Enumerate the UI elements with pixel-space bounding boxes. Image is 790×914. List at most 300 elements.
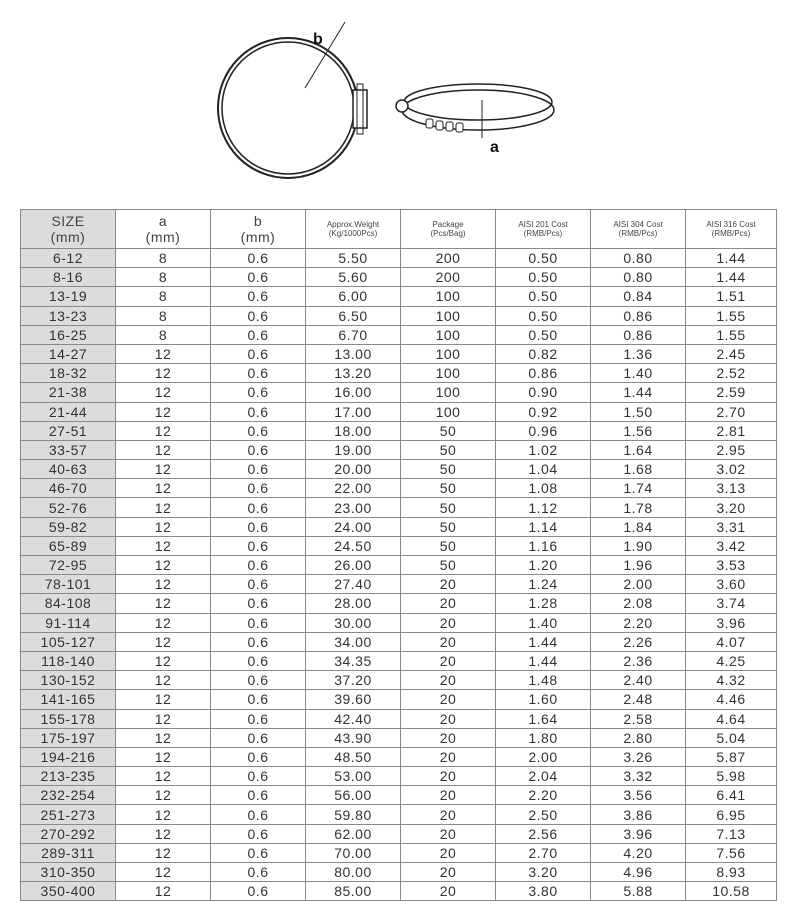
cell-size: 59-82: [21, 517, 116, 536]
cell-aisi316: 6.95: [686, 805, 777, 824]
cell-weight: 17.00: [306, 402, 401, 421]
cell-b: 0.6: [211, 613, 306, 632]
table-header-row: [21, 210, 777, 249]
cell-aisi316: 3.31: [686, 517, 777, 536]
cell-b: 0.6: [211, 786, 306, 805]
cell-size: 289-311: [21, 843, 116, 862]
cell-weight: 22.00: [306, 479, 401, 498]
cell-package: 200: [401, 249, 496, 268]
cell-aisi316: 7.56: [686, 843, 777, 862]
cell-a: 12: [116, 671, 211, 690]
cell-aisi316: 4.32: [686, 671, 777, 690]
cell-a: 12: [116, 863, 211, 882]
cell-aisi304: 4.96: [591, 863, 686, 882]
table-row: [21, 632, 777, 651]
cell-size: 21-38: [21, 383, 116, 402]
clamp-band-bottom: [402, 90, 554, 130]
cell-b: 0.6: [211, 460, 306, 479]
table-row: [21, 594, 777, 613]
cell-package: 100: [401, 325, 496, 344]
cell-aisi201: 1.44: [496, 651, 591, 670]
cell-aisi316: 2.70: [686, 402, 777, 421]
cell-aisi201: 3.80: [496, 882, 591, 901]
cell-package: 20: [401, 824, 496, 843]
cell-aisi316: 3.13: [686, 479, 777, 498]
screw-end: [396, 100, 408, 112]
cell-weight: 62.00: [306, 824, 401, 843]
cell-a: 12: [116, 575, 211, 594]
cell-aisi201: 1.12: [496, 498, 591, 517]
cell-b: 0.6: [211, 863, 306, 882]
cell-a: 8: [116, 287, 211, 306]
cell-aisi316: 4.25: [686, 651, 777, 670]
cell-aisi304: 2.48: [591, 690, 686, 709]
cell-aisi201: 1.02: [496, 440, 591, 459]
cell-size: 27-51: [21, 421, 116, 440]
cell-aisi201: 1.16: [496, 536, 591, 555]
cell-aisi201: 2.20: [496, 786, 591, 805]
cell-aisi201: 1.08: [496, 479, 591, 498]
label-a: a: [490, 139, 499, 156]
table-row: [21, 747, 777, 766]
cell-aisi316: 4.64: [686, 709, 777, 728]
cell-package: 20: [401, 786, 496, 805]
cell-size: 310-350: [21, 863, 116, 882]
cell-weight: 27.40: [306, 575, 401, 594]
cell-b: 0.6: [211, 517, 306, 536]
cell-aisi201: 0.50: [496, 268, 591, 287]
cell-package: 50: [401, 460, 496, 479]
cell-b: 0.6: [211, 421, 306, 440]
cell-package: 100: [401, 306, 496, 325]
header-package: Package (Pcs/Bag): [401, 210, 496, 249]
cell-package: 20: [401, 882, 496, 901]
cell-a: 12: [116, 364, 211, 383]
cell-weight: 23.00: [306, 498, 401, 517]
cell-aisi304: 2.26: [591, 632, 686, 651]
cell-aisi304: 1.56: [591, 421, 686, 440]
table-row: [21, 479, 777, 498]
table-row: [21, 325, 777, 344]
cell-b: 0.6: [211, 632, 306, 651]
cell-aisi304: 2.08: [591, 594, 686, 613]
cell-aisi304: 1.50: [591, 402, 686, 421]
cell-aisi316: 3.42: [686, 536, 777, 555]
cell-size: 6-12: [21, 249, 116, 268]
cell-package: 50: [401, 498, 496, 517]
header-size: SIZE (mm): [21, 210, 116, 249]
cell-b: 0.6: [211, 498, 306, 517]
table-row: [21, 249, 777, 268]
cell-aisi316: 3.60: [686, 575, 777, 594]
cell-aisi316: 1.55: [686, 325, 777, 344]
cell-aisi201: 2.56: [496, 824, 591, 843]
clamp-ring-inner: [222, 42, 354, 174]
cell-aisi304: 1.84: [591, 517, 686, 536]
cell-size: 175-197: [21, 728, 116, 747]
cell-aisi316: 3.53: [686, 556, 777, 575]
cell-a: 12: [116, 594, 211, 613]
table-row: [21, 805, 777, 824]
cell-aisi201: 2.04: [496, 767, 591, 786]
cell-weight: 26.00: [306, 556, 401, 575]
cell-a: 8: [116, 325, 211, 344]
cell-package: 20: [401, 767, 496, 786]
cell-package: 20: [401, 632, 496, 651]
cell-weight: 42.40: [306, 709, 401, 728]
cell-weight: 5.50: [306, 249, 401, 268]
cell-size: 16-25: [21, 325, 116, 344]
cell-package: 100: [401, 383, 496, 402]
cell-aisi201: 1.20: [496, 556, 591, 575]
cell-weight: 6.00: [306, 287, 401, 306]
cell-aisi304: 1.90: [591, 536, 686, 555]
cell-a: 12: [116, 632, 211, 651]
cell-aisi304: 0.80: [591, 268, 686, 287]
cell-b: 0.6: [211, 805, 306, 824]
cell-weight: 16.00: [306, 383, 401, 402]
cell-b: 0.6: [211, 536, 306, 555]
cell-a: 12: [116, 728, 211, 747]
cell-aisi201: 0.50: [496, 325, 591, 344]
header-aisi201: AISI 201 Cost (RMB/Pcs): [496, 210, 591, 249]
table-row: [21, 613, 777, 632]
cell-size: 65-89: [21, 536, 116, 555]
cell-package: 100: [401, 287, 496, 306]
cell-a: 12: [116, 498, 211, 517]
cell-a: 12: [116, 786, 211, 805]
cell-aisi316: 2.81: [686, 421, 777, 440]
cell-package: 20: [401, 709, 496, 728]
cell-size: 21-44: [21, 402, 116, 421]
cell-aisi304: 2.40: [591, 671, 686, 690]
cell-aisi304: 1.40: [591, 364, 686, 383]
label-b-leader: [305, 22, 345, 88]
cell-weight: 24.00: [306, 517, 401, 536]
cell-weight: 34.35: [306, 651, 401, 670]
cell-size: 155-178: [21, 709, 116, 728]
table-row: [21, 383, 777, 402]
cell-aisi304: 2.36: [591, 651, 686, 670]
cell-b: 0.6: [211, 728, 306, 747]
cell-aisi304: 3.96: [591, 824, 686, 843]
cell-aisi304: 3.56: [591, 786, 686, 805]
cell-size: 141-165: [21, 690, 116, 709]
cell-aisi316: 2.59: [686, 383, 777, 402]
cell-weight: 13.00: [306, 344, 401, 363]
cell-package: 20: [401, 671, 496, 690]
cell-aisi316: 8.93: [686, 863, 777, 882]
cell-aisi304: 1.68: [591, 460, 686, 479]
cell-b: 0.6: [211, 651, 306, 670]
header-weight: Approx.Weight (Kg/1000Pcs): [306, 210, 401, 249]
cell-weight: 34.00: [306, 632, 401, 651]
cell-package: 20: [401, 843, 496, 862]
cell-weight: 39.60: [306, 690, 401, 709]
cell-weight: 43.90: [306, 728, 401, 747]
cell-aisi316: 3.74: [686, 594, 777, 613]
cell-package: 100: [401, 364, 496, 383]
cell-a: 12: [116, 843, 211, 862]
cell-size: 105-127: [21, 632, 116, 651]
table-row: [21, 498, 777, 517]
cell-weight: 19.00: [306, 440, 401, 459]
cell-aisi304: 3.86: [591, 805, 686, 824]
cell-size: 40-63: [21, 460, 116, 479]
cell-size: 8-16: [21, 268, 116, 287]
table-row: [21, 536, 777, 555]
cell-size: 46-70: [21, 479, 116, 498]
cell-a: 12: [116, 613, 211, 632]
cell-aisi316: 1.55: [686, 306, 777, 325]
band-slots: [426, 119, 463, 132]
cell-aisi304: 0.84: [591, 287, 686, 306]
cell-aisi304: 0.86: [591, 306, 686, 325]
table-row: [21, 460, 777, 479]
cell-a: 12: [116, 556, 211, 575]
cell-size: 84-108: [21, 594, 116, 613]
cell-b: 0.6: [211, 575, 306, 594]
cell-a: 12: [116, 479, 211, 498]
cell-package: 20: [401, 594, 496, 613]
cell-aisi316: 3.20: [686, 498, 777, 517]
table-row: [21, 517, 777, 536]
cell-b: 0.6: [211, 556, 306, 575]
table-row: [21, 843, 777, 862]
cell-a: 12: [116, 421, 211, 440]
cell-weight: 80.00: [306, 863, 401, 882]
cell-aisi201: 1.28: [496, 594, 591, 613]
cell-a: 12: [116, 709, 211, 728]
cell-aisi316: 2.45: [686, 344, 777, 363]
cell-aisi316: 5.98: [686, 767, 777, 786]
cell-package: 100: [401, 402, 496, 421]
cell-aisi201: 0.96: [496, 421, 591, 440]
cell-weight: 13.20: [306, 364, 401, 383]
cell-aisi201: 1.24: [496, 575, 591, 594]
cell-b: 0.6: [211, 882, 306, 901]
cell-aisi304: 3.26: [591, 747, 686, 766]
cell-aisi304: 0.80: [591, 249, 686, 268]
hose-clamp-diagram: [0, 0, 790, 200]
header-b: b (mm): [211, 210, 306, 249]
cell-a: 12: [116, 747, 211, 766]
cell-size: 118-140: [21, 651, 116, 670]
cell-b: 0.6: [211, 824, 306, 843]
cell-aisi304: 1.78: [591, 498, 686, 517]
cell-aisi201: 0.90: [496, 383, 591, 402]
cell-aisi316: 3.02: [686, 460, 777, 479]
cell-package: 20: [401, 651, 496, 670]
cell-aisi316: 6.41: [686, 786, 777, 805]
cell-aisi304: 1.74: [591, 479, 686, 498]
cell-weight: 85.00: [306, 882, 401, 901]
cell-a: 12: [116, 767, 211, 786]
cell-aisi304: 3.32: [591, 767, 686, 786]
cell-size: 78-101: [21, 575, 116, 594]
cell-b: 0.6: [211, 402, 306, 421]
cell-aisi201: 0.50: [496, 249, 591, 268]
cell-size: 270-292: [21, 824, 116, 843]
table-row: [21, 882, 777, 901]
cell-aisi316: 4.07: [686, 632, 777, 651]
cell-size: 130-152: [21, 671, 116, 690]
table-body: [21, 249, 777, 901]
cell-weight: 70.00: [306, 843, 401, 862]
table-row: [21, 786, 777, 805]
cell-aisi201: 0.92: [496, 402, 591, 421]
cell-aisi201: 0.50: [496, 287, 591, 306]
table-row: [21, 421, 777, 440]
cell-b: 0.6: [211, 843, 306, 862]
cell-size: 52-76: [21, 498, 116, 517]
cell-aisi201: 1.44: [496, 632, 591, 651]
table-row: [21, 671, 777, 690]
cell-package: 100: [401, 344, 496, 363]
cell-size: 251-273: [21, 805, 116, 824]
cell-b: 0.6: [211, 747, 306, 766]
cell-size: 13-19: [21, 287, 116, 306]
cell-a: 12: [116, 440, 211, 459]
cell-b: 0.6: [211, 440, 306, 459]
cell-aisi316: 3.96: [686, 613, 777, 632]
table-row: [21, 709, 777, 728]
cell-aisi304: 4.20: [591, 843, 686, 862]
cell-weight: 6.50: [306, 306, 401, 325]
cell-a: 12: [116, 805, 211, 824]
cell-aisi201: 0.82: [496, 344, 591, 363]
table-row: [21, 364, 777, 383]
cell-aisi304: 2.00: [591, 575, 686, 594]
cell-package: 200: [401, 268, 496, 287]
cell-aisi316: 10.58: [686, 882, 777, 901]
cell-b: 0.6: [211, 767, 306, 786]
cell-aisi304: 1.64: [591, 440, 686, 459]
cell-weight: 20.00: [306, 460, 401, 479]
cell-a: 12: [116, 824, 211, 843]
cell-package: 50: [401, 421, 496, 440]
cell-aisi304: 5.88: [591, 882, 686, 901]
cell-package: 20: [401, 863, 496, 882]
cell-aisi304: 1.36: [591, 344, 686, 363]
cell-aisi316: 5.87: [686, 747, 777, 766]
cell-aisi316: 2.95: [686, 440, 777, 459]
cell-aisi316: 4.46: [686, 690, 777, 709]
cell-b: 0.6: [211, 383, 306, 402]
cell-weight: 30.00: [306, 613, 401, 632]
table-row: [21, 306, 777, 325]
cell-size: 14-27: [21, 344, 116, 363]
cell-aisi201: 3.20: [496, 863, 591, 882]
cell-b: 0.6: [211, 709, 306, 728]
table-row: [21, 690, 777, 709]
cell-a: 12: [116, 344, 211, 363]
cell-aisi304: 1.44: [591, 383, 686, 402]
cell-package: 50: [401, 440, 496, 459]
cell-aisi201: 1.14: [496, 517, 591, 536]
cell-aisi201: 1.04: [496, 460, 591, 479]
cell-weight: 59.80: [306, 805, 401, 824]
cell-a: 12: [116, 651, 211, 670]
cell-package: 20: [401, 747, 496, 766]
cell-package: 20: [401, 805, 496, 824]
hose-clamp-spec-table: [20, 209, 777, 901]
cell-aisi304: 2.80: [591, 728, 686, 747]
cell-b: 0.6: [211, 690, 306, 709]
cell-b: 0.6: [211, 249, 306, 268]
cell-package: 50: [401, 536, 496, 555]
cell-a: 8: [116, 268, 211, 287]
cell-aisi201: 1.40: [496, 613, 591, 632]
cell-weight: 53.00: [306, 767, 401, 786]
table-row: [21, 728, 777, 747]
cell-weight: 18.00: [306, 421, 401, 440]
header-aisi304: AISI 304 Cost (RMB/Pcs): [591, 210, 686, 249]
cell-aisi201: 2.50: [496, 805, 591, 824]
cell-aisi304: 1.96: [591, 556, 686, 575]
cell-weight: 5.60: [306, 268, 401, 287]
cell-a: 8: [116, 306, 211, 325]
cell-b: 0.6: [211, 268, 306, 287]
cell-b: 0.6: [211, 344, 306, 363]
screw-housing: [353, 90, 367, 128]
cell-aisi201: 0.50: [496, 306, 591, 325]
cell-size: 72-95: [21, 556, 116, 575]
label-b: b: [313, 31, 323, 48]
cell-a: 12: [116, 690, 211, 709]
cell-b: 0.6: [211, 306, 306, 325]
cell-package: 20: [401, 575, 496, 594]
cell-aisi201: 0.86: [496, 364, 591, 383]
cell-package: 20: [401, 690, 496, 709]
table-row: [21, 440, 777, 459]
cell-weight: 56.00: [306, 786, 401, 805]
cell-package: 20: [401, 728, 496, 747]
cell-a: 12: [116, 402, 211, 421]
cell-aisi316: 1.51: [686, 287, 777, 306]
cell-aisi201: 2.00: [496, 747, 591, 766]
table-row: [21, 575, 777, 594]
cell-package: 20: [401, 613, 496, 632]
cell-aisi201: 1.60: [496, 690, 591, 709]
cell-aisi201: 1.48: [496, 671, 591, 690]
cell-b: 0.6: [211, 287, 306, 306]
cell-a: 12: [116, 383, 211, 402]
cell-a: 8: [116, 249, 211, 268]
clamp-ring-outer: [218, 38, 358, 178]
table-row: [21, 651, 777, 670]
cell-package: 50: [401, 479, 496, 498]
cell-b: 0.6: [211, 325, 306, 344]
table-row: [21, 344, 777, 363]
cell-aisi304: 0.86: [591, 325, 686, 344]
cell-aisi304: 2.20: [591, 613, 686, 632]
cell-aisi201: 1.80: [496, 728, 591, 747]
cell-package: 50: [401, 517, 496, 536]
cell-b: 0.6: [211, 671, 306, 690]
cell-weight: 28.00: [306, 594, 401, 613]
cell-weight: 6.70: [306, 325, 401, 344]
table-row: [21, 287, 777, 306]
cell-aisi316: 7.13: [686, 824, 777, 843]
cell-b: 0.6: [211, 364, 306, 383]
cell-aisi316: 2.52: [686, 364, 777, 383]
cell-aisi316: 5.04: [686, 728, 777, 747]
cell-aisi201: 1.64: [496, 709, 591, 728]
table-row: [21, 268, 777, 287]
table-row: [21, 402, 777, 421]
cell-weight: 24.50: [306, 536, 401, 555]
